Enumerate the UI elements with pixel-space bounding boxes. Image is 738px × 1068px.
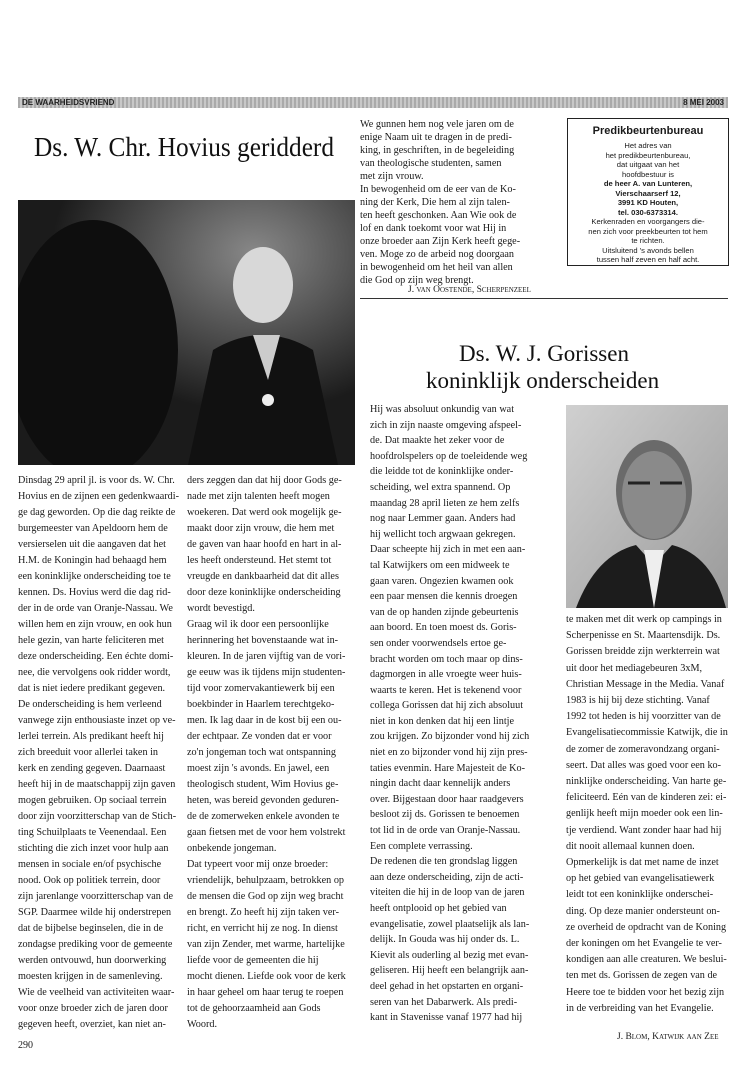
box-line: Vierschaarserf 12, bbox=[615, 188, 681, 198]
text-line: tot de gehoorzaamheid aan Gods bbox=[187, 1003, 321, 1014]
text-line: door zijn voorzitterschap van de Stich- bbox=[18, 811, 177, 822]
box-lines bbox=[568, 141, 728, 265]
text-line: deze onderscheiding. Een échte domi- bbox=[18, 651, 174, 662]
text-line: ningin dacht daar kennelijk anders bbox=[370, 778, 511, 790]
text-line: vanwege zijn enthousiaste inzet op ve- bbox=[18, 715, 176, 726]
article-gorissen-column-2 bbox=[566, 612, 728, 1017]
text-line: kerk en zending gegeven. Daarnaast bbox=[18, 763, 166, 774]
text-line: viteiten die hij in de loop van de jaren bbox=[370, 887, 525, 899]
text-line: zou krijgen. Zo bijzonder vond hij zich bbox=[370, 731, 530, 743]
text-line: Kievit als ouderling al bezig met evan- bbox=[370, 949, 529, 961]
text-line: ge dag geworden. Op die dag reikte de bbox=[18, 507, 176, 518]
text-line: king, in geschriften, in de begeleiding bbox=[360, 145, 515, 156]
box-line: Kerkenraden en voorgangers die- bbox=[591, 217, 705, 226]
text-line: onbekende jongeman. bbox=[187, 843, 277, 854]
text-line: Dat typeert voor mij onze broeder: bbox=[187, 859, 329, 870]
text-line: Dinsdag 29 april jl. is voor ds. W. Chr. bbox=[18, 475, 175, 486]
text-line: 1983 is hij bij deze stichting. Vanaf bbox=[566, 695, 710, 707]
text-line: theologisch student, Wim Hovius ge- bbox=[187, 779, 339, 790]
text-line: ning der Kerk, Die hem al zijn talen- bbox=[360, 197, 510, 208]
text-line: taties evenmin. Hare Majesteit de Ko- bbox=[370, 762, 526, 774]
text-line: mocht dienen. Liefde ook voor de kerk bbox=[187, 971, 346, 982]
article-hovius-column-2 bbox=[187, 473, 346, 1033]
text-line: in haar geheel om haar terug te roepen bbox=[187, 987, 344, 998]
text-line: Wie de veelheid van activiteiten waar- bbox=[18, 987, 175, 998]
text-line: Daar scheepte hij zich in met een aan- bbox=[370, 544, 526, 556]
box-line: tel. 030-6373314. bbox=[618, 207, 678, 217]
text-line: kant in Stavenisse vanaf 1977 had hij bbox=[370, 1012, 523, 1024]
text-line: deel gehad in het opstarten en organi- bbox=[370, 980, 524, 992]
photo-gorissen bbox=[566, 405, 728, 608]
predikbeurtenbureau-box bbox=[567, 118, 729, 266]
text-line: maakt door zijn vrouw, die hem met bbox=[187, 523, 335, 534]
text-line: met zijn vrouw. bbox=[360, 171, 424, 182]
page-number: 290 bbox=[18, 1040, 33, 1051]
text-line: Graag wil ik door een persoonlijke bbox=[187, 619, 329, 630]
text-line: evangelisatie, zowel plaatselijk als lan- bbox=[370, 918, 530, 930]
text-line: woekeren. Dat werd ook mogelijk ge- bbox=[187, 507, 342, 518]
text-line: besloot zij ds. Gorissen te benoemen bbox=[370, 809, 520, 821]
text-line: De onderscheiding is hem verleend bbox=[18, 699, 162, 710]
text-line: der in de orde van Oranje-Nassau. We bbox=[18, 603, 173, 614]
text-line: dit nooit allemaal kunnen doen. bbox=[566, 840, 695, 852]
article-title-gorissen-line1: Ds. W. J. Gorissen bbox=[459, 341, 629, 366]
text-line: kennen. Ds. Hovius werd die dag rid- bbox=[18, 587, 171, 598]
text-line: Scherpenisse en St. Maartensdijk. Ds. bbox=[566, 630, 721, 642]
text-line: nog naar Lemmer gaan. Anders had bbox=[370, 513, 516, 525]
text-line: te maken met dit werk op campings in bbox=[566, 614, 722, 625]
text-line: dat is niet iedere predikant gegeven. bbox=[18, 683, 166, 694]
article-gorissen-column-1 bbox=[370, 402, 529, 1026]
text-line: van de op handen zijnde gebeurtenis bbox=[370, 606, 519, 618]
page-header-bar bbox=[18, 97, 728, 108]
box-line: 3991 KD Houten, bbox=[617, 198, 679, 207]
text-line: SGP. Daarmee wilde hij onderstrepen bbox=[18, 907, 172, 918]
text-line: boekbinder in Haarlem terechtgeko- bbox=[187, 699, 335, 710]
text-line: de zomer de zomeravondzang organi- bbox=[566, 743, 720, 755]
text-line: de mensen die God op zijn weg bracht bbox=[187, 891, 344, 902]
text-line: liefde voor de gemeenten die hij bbox=[187, 955, 319, 966]
text-line: hele gezin, van harte feliciteren met bbox=[18, 635, 164, 646]
box-line: dat uitgaat van het bbox=[616, 160, 680, 169]
text-line: lof en dank toekomt voor wat Hij in bbox=[360, 223, 507, 234]
text-line: gaan fietsen met de voor hem volstrekt bbox=[187, 827, 346, 838]
text-line: zo'n jongeman toch wat ontspanning bbox=[187, 747, 336, 758]
text-line: aan deze onderscheiding, zijn de acti- bbox=[370, 871, 524, 883]
text-line: over. Bijgestaan door haar raadgevers bbox=[370, 793, 524, 805]
text-line: maandag 28 april lieten ze hem zelfs bbox=[370, 497, 520, 509]
text-line: zich breeduit voor allerlei taken in bbox=[18, 747, 159, 758]
text-line: gaan varen. Ongezien kwamen ook bbox=[370, 575, 514, 587]
text-line: Heere toe te bidden voor het bezig zijn bbox=[566, 986, 725, 998]
box-title: Predikbeurtenbureau bbox=[592, 125, 704, 137]
text-line: van zijn Zender, met warme, hartelijke bbox=[187, 939, 345, 950]
section-divider bbox=[360, 298, 728, 299]
text-line: willen hem en zijn vrouw, en ook hun bbox=[18, 619, 172, 630]
box-line: te richten. bbox=[631, 236, 665, 245]
box-line: hoofdbestuur is bbox=[622, 169, 674, 179]
text-line: seren van het Dabarwerk. Als predi- bbox=[370, 996, 518, 1008]
text-line: We gunnen hem nog vele jaren om de bbox=[360, 119, 514, 130]
signature-blom: J. Blom, Katwijk aan Zee bbox=[617, 1032, 719, 1042]
text-line: seert. Dat alles was goed voor een ko- bbox=[566, 759, 722, 771]
text-line: kleuren. In de jaren vijftig van de vori- bbox=[187, 651, 346, 662]
text-line: scheiding, wel extra spannend. Op bbox=[370, 481, 511, 493]
box-line: tussen half zeven en half acht. bbox=[596, 255, 700, 264]
text-line: ge eeuw was ik tijdens mijn studenten- bbox=[187, 667, 346, 678]
text-line: gegeven heeft, overziet, kan niet an- bbox=[18, 1019, 166, 1030]
text-line: ding. Op deze manier ondersteunt on- bbox=[566, 905, 720, 917]
article-hovius-column-3 bbox=[360, 118, 520, 287]
text-line: feliciteerd. Eén van de kinderen zei: ei- bbox=[566, 792, 727, 804]
text-line: ten heeft geschonken. Aan Wie ook de bbox=[360, 210, 517, 221]
text-line: zich in zijn naaste omgeving afspeel- bbox=[370, 419, 522, 431]
text-line: heten, was bereid gevonden geduren- bbox=[187, 795, 339, 806]
text-line: onze broeder aan Zijn Kerk heeft gege- bbox=[360, 236, 521, 247]
article-hovius-column-1 bbox=[18, 473, 179, 1033]
text-line: Hij was absoluut onkundig van wat bbox=[370, 404, 515, 415]
text-line: H.M. de Koningin had behaagd hem bbox=[18, 555, 167, 566]
text-line: die God op zijn weg brengt. bbox=[360, 275, 474, 286]
text-line: tje verdiend. Want zonder haar had hij bbox=[566, 824, 722, 836]
text-line: een koninklijke onderscheiding toe te bbox=[18, 571, 171, 582]
text-line: Christian Message in the Media. Vanaf bbox=[566, 678, 725, 690]
text-line: tijd voor zomervakantiewerk bij een bbox=[187, 683, 335, 694]
box-line: nen zich voor preekbeurten tot hem bbox=[588, 226, 708, 236]
text-line: de de zomerweken enkele avonden te bbox=[187, 811, 340, 822]
text-line: tot lid in de orde van Oranje-Nassau. bbox=[370, 825, 521, 837]
text-line: ten met ds. Gorissen de zegen van de bbox=[566, 970, 718, 982]
text-line: der echtpaar. Ze vonden dat er voor bbox=[187, 731, 332, 742]
text-line: geliseren. Hij heeft een belangrijk aan- bbox=[370, 965, 529, 977]
text-line: voor onze broeder zich de jaren door bbox=[18, 1003, 168, 1014]
text-line: zijn jarenlange voorzitterschap van de bbox=[18, 891, 174, 902]
text-line: dagmorgen in alle vroegte weer huis- bbox=[370, 669, 522, 681]
text-line: wordt bevestigd. bbox=[187, 603, 255, 614]
text-line: heeft hij in de maatschappij zijn gaven bbox=[18, 779, 176, 790]
text-line: lerlei terrein. Als predikant heeft hij bbox=[18, 731, 164, 742]
text-line: die leidde tot de koninklijke onder- bbox=[370, 466, 514, 478]
text-line: sen onder voorwendsels ertoe ge- bbox=[370, 637, 507, 649]
text-line: in bewogenheid om het heil van allen bbox=[360, 262, 513, 273]
text-line: van theologische studenten, samen bbox=[360, 158, 502, 169]
text-line: 1992 tot heden is hij voorzitter van de bbox=[566, 711, 721, 723]
text-line: hij wellicht toch argwaan gekregen. bbox=[370, 528, 516, 540]
text-line: leidt tot een koninklijke onderschei- bbox=[566, 889, 714, 901]
text-line: Woord. bbox=[187, 1019, 218, 1030]
text-line: richt, en verricht hij ze nog. In dienst bbox=[187, 923, 338, 934]
article-title-hovius: Ds. W. Chr. Hovius geridderd bbox=[34, 132, 335, 162]
box-line: de heer A. van Lunteren, bbox=[603, 179, 693, 188]
text-line: In bewogenheid om de eer van de Ko- bbox=[360, 184, 516, 195]
text-line: Hovius en de zijnen een gedenkwaardi- bbox=[18, 491, 179, 502]
text-line: mogen gebruiken. Op sociaal terrein bbox=[18, 795, 167, 806]
photo-hovius bbox=[18, 200, 355, 465]
text-line: Evangelisatiecommissie Katwijk, die in bbox=[566, 727, 728, 739]
signature-van-oostende: J. van Oostende, Scherpenzeel bbox=[408, 285, 531, 295]
text-line: men. Ik lag daar in de kost bij een ou- bbox=[187, 715, 342, 726]
text-line: De redenen die ten grondslag liggen bbox=[370, 856, 518, 868]
text-line: bracht worden om toch maar op dins- bbox=[370, 653, 523, 665]
box-line: Uitsluitend 's avonds bellen bbox=[602, 245, 694, 255]
text-line: moesten krijgen in de samenleving. bbox=[18, 971, 163, 982]
text-line: versierselen uit die aangaven dat het bbox=[18, 539, 166, 550]
text-line: kondigen aan alle creaturen. We beslui- bbox=[566, 954, 727, 966]
article-title-gorissen-line2: koninklijk onderscheiden bbox=[426, 368, 660, 393]
text-line: mensen in sociale en/of psychische bbox=[18, 859, 162, 870]
text-line: in de verbreiding van het Evangelie. bbox=[566, 1002, 714, 1014]
text-line: Gorissen breidde zijn werkterrein wat bbox=[566, 646, 720, 658]
text-line: niet in kon denken dat hij een lintje bbox=[370, 715, 515, 727]
text-line: vriendelijk, behulpzaam, betrokken op bbox=[187, 875, 345, 886]
text-line: delijk. In Gouda was hij onder ds. L. bbox=[370, 934, 520, 946]
text-line: niet en zo bijzonder vond hij zijn pres- bbox=[370, 747, 528, 759]
text-line: op het gebied van evangelisatiewerk bbox=[566, 873, 715, 885]
text-line: les heeft ondersteund. Het stemt tot bbox=[187, 555, 332, 566]
text-line: enige Naam uit te dragen in de predi- bbox=[360, 132, 512, 143]
text-line: genlijk heeft mijn moeder ook een lin- bbox=[566, 808, 723, 820]
text-line: ting Schuilplaats te Veenendaal. Een bbox=[18, 827, 167, 838]
text-line: waarts te keren. Het is tekenend voor bbox=[370, 684, 522, 696]
text-line: nade met zijn talenten heeft mogen bbox=[187, 491, 330, 502]
text-line: der koningen om het Evangelie te ver- bbox=[566, 938, 722, 950]
text-line: en brengt. Zo heeft hij zijn taken ver- bbox=[187, 907, 339, 918]
text-line: ders zeggen dan dat hij door Gods ge- bbox=[187, 475, 342, 486]
text-line: nood. Ook op politiek terrein, door bbox=[18, 875, 161, 886]
text-line: zondagse prediking voor de gemeente bbox=[18, 939, 173, 950]
text-line: collega Gorissen dat hij zich absoluut bbox=[370, 700, 524, 712]
text-line: hoofdrolspelers op de toeleidende weg bbox=[370, 450, 528, 462]
text-line: stichting die zich inzet voor hulp aan bbox=[18, 843, 169, 854]
text-line: ninklijke onderscheiding. Van harte ge- bbox=[566, 776, 727, 788]
text-line: dat de bijbelse beginselen, die in de bbox=[18, 923, 164, 934]
text-line: nee, die vervolgens ook ridder wordt, bbox=[18, 667, 171, 678]
text-line: aan boord. En toen moest ds. Goris- bbox=[370, 622, 517, 634]
text-line: Opmerkelijk is dat met name de inzet bbox=[566, 857, 719, 869]
text-line: een paar mensen die kennis droegen bbox=[370, 591, 518, 603]
box-line: het predikbeurtenbureau, bbox=[605, 150, 691, 160]
box-line: Het adres van bbox=[624, 141, 672, 150]
text-line: Een complete verrassing. bbox=[370, 840, 473, 852]
text-line: moest zijn 's avonds. En jawel, een bbox=[187, 763, 330, 774]
text-line: uit door het mediagebeuren 3xM, bbox=[566, 662, 703, 674]
text-line: heeft ontplooid op het gebied van bbox=[370, 903, 507, 914]
text-line: herinnering het bovenstaande wat in- bbox=[187, 635, 339, 646]
text-line: de gaven van haar hoofd en hart in al- bbox=[187, 539, 342, 550]
text-line: ze overheid de opdracht van de Koning bbox=[566, 921, 727, 933]
text-line: burgemeester van Apeldoorn hem de bbox=[18, 523, 168, 534]
text-line: werden ontvouwd, hun doorwerking bbox=[18, 955, 167, 966]
text-line: vreugde en dankbaarheid dat dit alles bbox=[187, 571, 339, 582]
issue-date: 8 MEI 2003 bbox=[683, 98, 724, 107]
text-line: de. Dat maakte het zeker voor de bbox=[370, 435, 505, 447]
text-line: door deze koninklijke onderscheiding bbox=[187, 587, 341, 598]
text-line: ven. Moge zo de arbeid nog doorgaan bbox=[360, 249, 514, 260]
publication-name: DE WAARHEIDSVRIEND bbox=[22, 98, 115, 107]
text-line: tal Katwijkers om een midweek te bbox=[370, 559, 510, 571]
